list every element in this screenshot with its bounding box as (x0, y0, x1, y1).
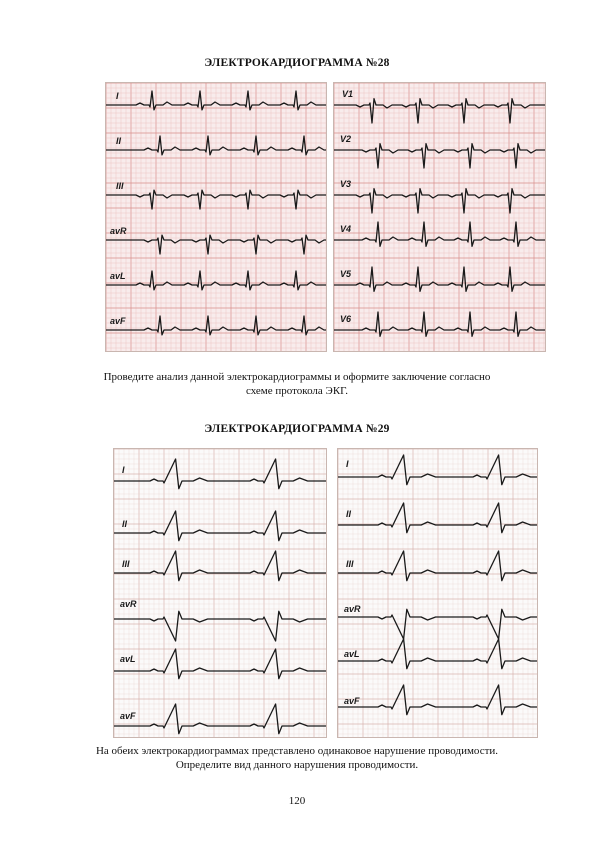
lead-label-V3: V3 (340, 179, 352, 189)
ecg-trace-limb-6 (106, 316, 327, 335)
ecg-trace-limb-1 (106, 91, 327, 110)
ecg-trace-chest-5 (334, 267, 546, 291)
lead-label-avL: avL (344, 649, 360, 659)
ecg-trace-chest-1 (334, 99, 546, 123)
lead-label-III: III (116, 181, 124, 191)
lead-label-II: II (122, 519, 128, 529)
lead-label-V1: V1 (342, 89, 354, 99)
lead-label-II: II (116, 136, 122, 146)
lead-label-avF: avF (344, 696, 360, 706)
ecg28-caption-line-1: Проведите анализ данной электрокардиограммы и оформите заключение согласно (103, 371, 491, 383)
lead-label-I: I (122, 465, 125, 475)
lead-label-I: I (116, 91, 119, 101)
ecg28-title: ЭЛЕКТРОКАРДИОГРАММА №28 (204, 57, 390, 69)
lead-label-avR: avR (110, 226, 127, 236)
ecg28-caption-line-2: схеме протокола ЭКГ. (245, 385, 349, 397)
lead-label-avL: avL (120, 654, 136, 664)
lead-label-II: II (346, 509, 352, 519)
lead-label-avR: avR (344, 604, 361, 614)
lead-label-I: I (346, 459, 349, 469)
ecg29-caption-line-2: Определите вид данного нарушения проводимости. (175, 759, 419, 771)
lead-label-III: III (122, 559, 130, 569)
ecg28-limb-leads-panel (105, 82, 327, 352)
ecg29-caption (60, 744, 534, 772)
ecg-trace-b-left-3 (114, 551, 327, 581)
ecg-trace-b-left-4 (114, 611, 327, 641)
lead-label-V6: V6 (340, 314, 352, 324)
ecg29-title: ЭЛЕКТРОКАРДИОГРАММА №29 (204, 423, 390, 435)
ecg28-chest-leads-panel (333, 82, 546, 352)
lead-label-avL: avL (110, 271, 126, 281)
ecg29-right-panel (337, 448, 538, 738)
ecg-trace-limb-2 (106, 136, 327, 155)
ecg28-chest-leads-strip (334, 83, 546, 352)
ecg-trace-chest-3 (334, 189, 546, 213)
ecg29-caption-line-1: На обеих электрокардиограммах представлено одинаковое нарушение проводимости. (95, 745, 499, 757)
lead-label-V5: V5 (340, 269, 352, 279)
page-number: 120 (288, 795, 306, 807)
ecg28-limb-leads-strip (106, 83, 327, 352)
lead-label-V4: V4 (340, 224, 352, 234)
ecg-trace-b-left-2 (114, 511, 327, 541)
lead-label-V2: V2 (340, 134, 352, 144)
lead-label-III: III (346, 559, 354, 569)
ecg28-caption (60, 370, 534, 398)
lead-label-avF: avF (110, 316, 126, 326)
ecg-trace-limb-5 (106, 271, 327, 290)
ecg29-left-panel (113, 448, 327, 738)
lead-label-avF: avF (120, 711, 136, 721)
lead-label-avR: avR (120, 599, 137, 609)
ecg-trace-chest-4 (334, 222, 546, 246)
ecg29-left-strip (114, 449, 327, 738)
ecg-trace-chest-2 (334, 144, 546, 168)
ecg29-right-strip (338, 449, 538, 738)
